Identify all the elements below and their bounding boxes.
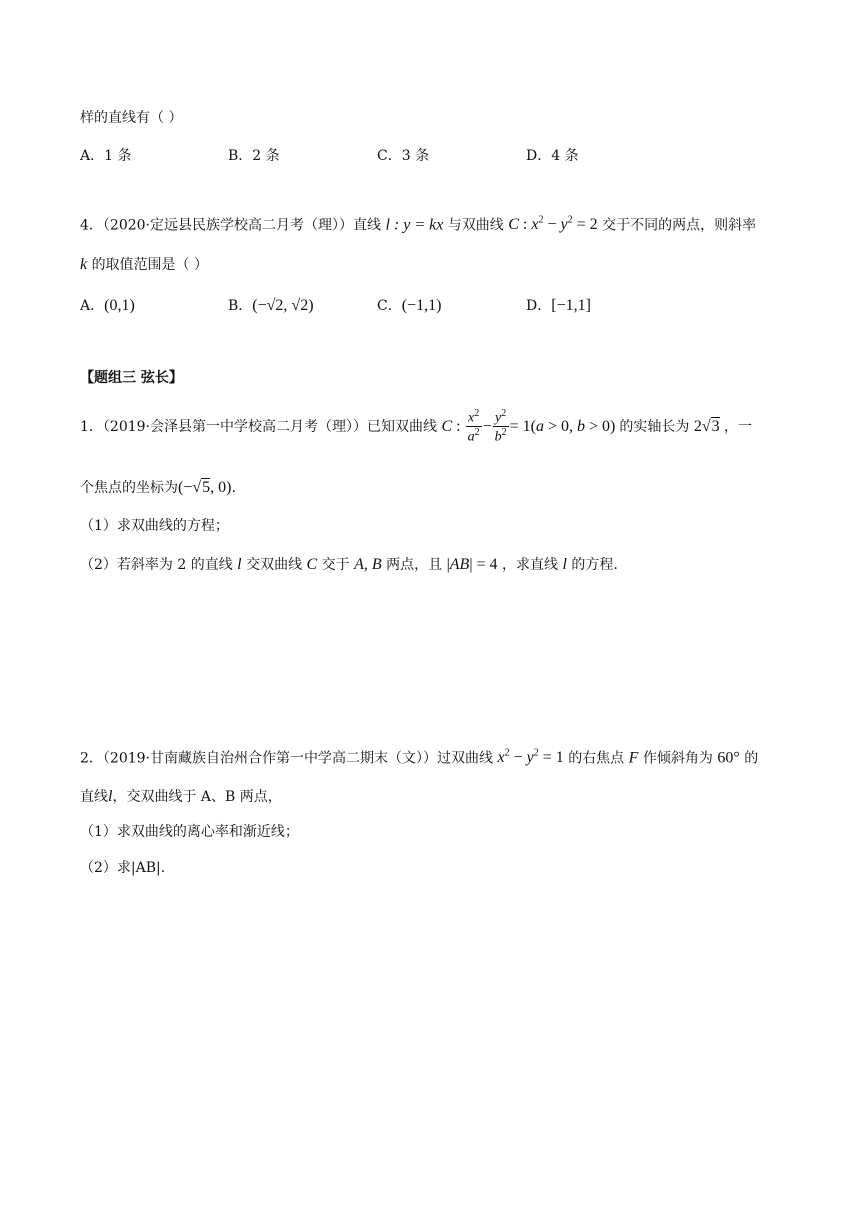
p2-curve-equation: $x^2 - y^2 = 1$: [497, 748, 564, 767]
q3-option-c: C．3 条: [377, 148, 430, 164]
q3-stem-text: 样的直线有（ ）: [80, 110, 183, 126]
q4-option-b-label: B．: [228, 298, 253, 314]
p1-part2-b: 交双曲线: [246, 557, 303, 573]
p2-focus: F: [628, 749, 639, 767]
p1-part2-l: l: [237, 556, 242, 573]
q4-curve-equation: C : $x^2 - y^2 = 2$: [508, 215, 598, 234]
p1-mid: 的实轴长为: [619, 418, 690, 435]
q4-option-c: [377, 295, 441, 315]
section-title: 【题组三 弦长】: [80, 370, 183, 386]
q4-option-d-value: [−1,1]: [551, 297, 591, 314]
p2-line2-a: 直线: [80, 789, 108, 805]
q4-var-k: k: [80, 256, 88, 273]
p2-stem-line2: [80, 787, 800, 806]
p1-lead: 1．（2019·会泽县第一中学校高二月考（理））已知双曲线: [80, 418, 437, 435]
p2-lead: 2．（2019·甘南藏族自治州合作第一中学高二期末（文））过双曲线: [80, 750, 493, 767]
q3-option-b: B．2 条: [228, 148, 280, 164]
p1-tail: ，一: [724, 418, 753, 435]
q4-option-c-value: (−1,1): [401, 297, 442, 314]
q4-option-b: [228, 295, 314, 315]
q4-mid: 与双曲线: [447, 217, 504, 234]
p1-axis-length: 2√3: [693, 417, 720, 435]
p1-line2: 个焦点的坐标为: [80, 480, 178, 496]
p2-angle: 60°: [717, 749, 740, 767]
p1-part1: （1）求双曲线的方程；: [80, 518, 229, 534]
p1-line2-end: .: [231, 480, 236, 496]
p1-part2-f: ，求直线: [502, 557, 558, 573]
p1-frac-y: $\frac{y^2}{b^2}$: [494, 408, 507, 445]
q3-option-d: D．4 条: [526, 148, 579, 164]
p1-part2-d: 交于: [321, 557, 350, 573]
q4-lead: 4．（2020·定远县民族学校高二月考（理））直线: [80, 217, 381, 234]
p2-part1: （1）求双曲线的离心率和渐近线；: [80, 824, 299, 840]
q4-line2-text: 的取值范围是（ ）: [91, 257, 209, 273]
p1-part2-length: |AB| = 4: [446, 556, 498, 573]
q4-option-b-value: (−√2, √2): [252, 297, 314, 314]
p1-part2-a: （2）若斜率为 2 的直线: [80, 557, 233, 573]
p2-mid: 的右焦点: [568, 750, 625, 767]
p1-curve-equation: C : $\frac{x^2}{a^2}$ − $\frac{y^2}{b^2}$ = 1(a > 0, b > 0): [441, 408, 620, 445]
p1-frac-x: $\frac{x^2}{a^2}$: [467, 408, 480, 445]
p1-part2-e: 两点，且: [386, 557, 443, 573]
q4-option-d: [526, 295, 591, 315]
q4-stem: [80, 215, 800, 235]
q3-stem-tail: [80, 110, 800, 127]
p1-stem: [80, 408, 800, 447]
p1-part2-c: C: [306, 556, 318, 573]
p1-focus: (−√5, 0): [178, 479, 232, 496]
q4-option-c-label: C．: [377, 298, 402, 314]
q3-option-a: A．1 条: [80, 148, 132, 164]
q4-tail: 交于不同的两点，则斜率: [602, 217, 757, 234]
q4-line-equation: l : y = kx: [385, 216, 444, 234]
p2-line2-l: l: [108, 788, 113, 805]
q4-stem-line2: [80, 255, 800, 274]
p1-part2: [80, 555, 800, 574]
q4-option-a-label: A．: [80, 298, 105, 314]
p2-part2: （2）求|AB|.: [80, 860, 166, 876]
q4-option-d-label: D．: [526, 298, 552, 314]
q4-option-a-value: (0,1): [104, 297, 135, 314]
p1-stem-line2: [80, 478, 800, 497]
p2-stem: [80, 748, 800, 768]
p2-tail: 的: [744, 750, 759, 767]
p1-part2-g: 的方程.: [571, 557, 618, 573]
p1-part2-l2: l: [562, 556, 567, 573]
p2-mid2: 作倾斜角为: [642, 750, 713, 767]
q4-option-a: [80, 295, 135, 315]
p2-line2-b: ，交双曲线于 A、B 两点，: [112, 789, 282, 805]
p1-part2-points: A, B: [354, 556, 382, 573]
